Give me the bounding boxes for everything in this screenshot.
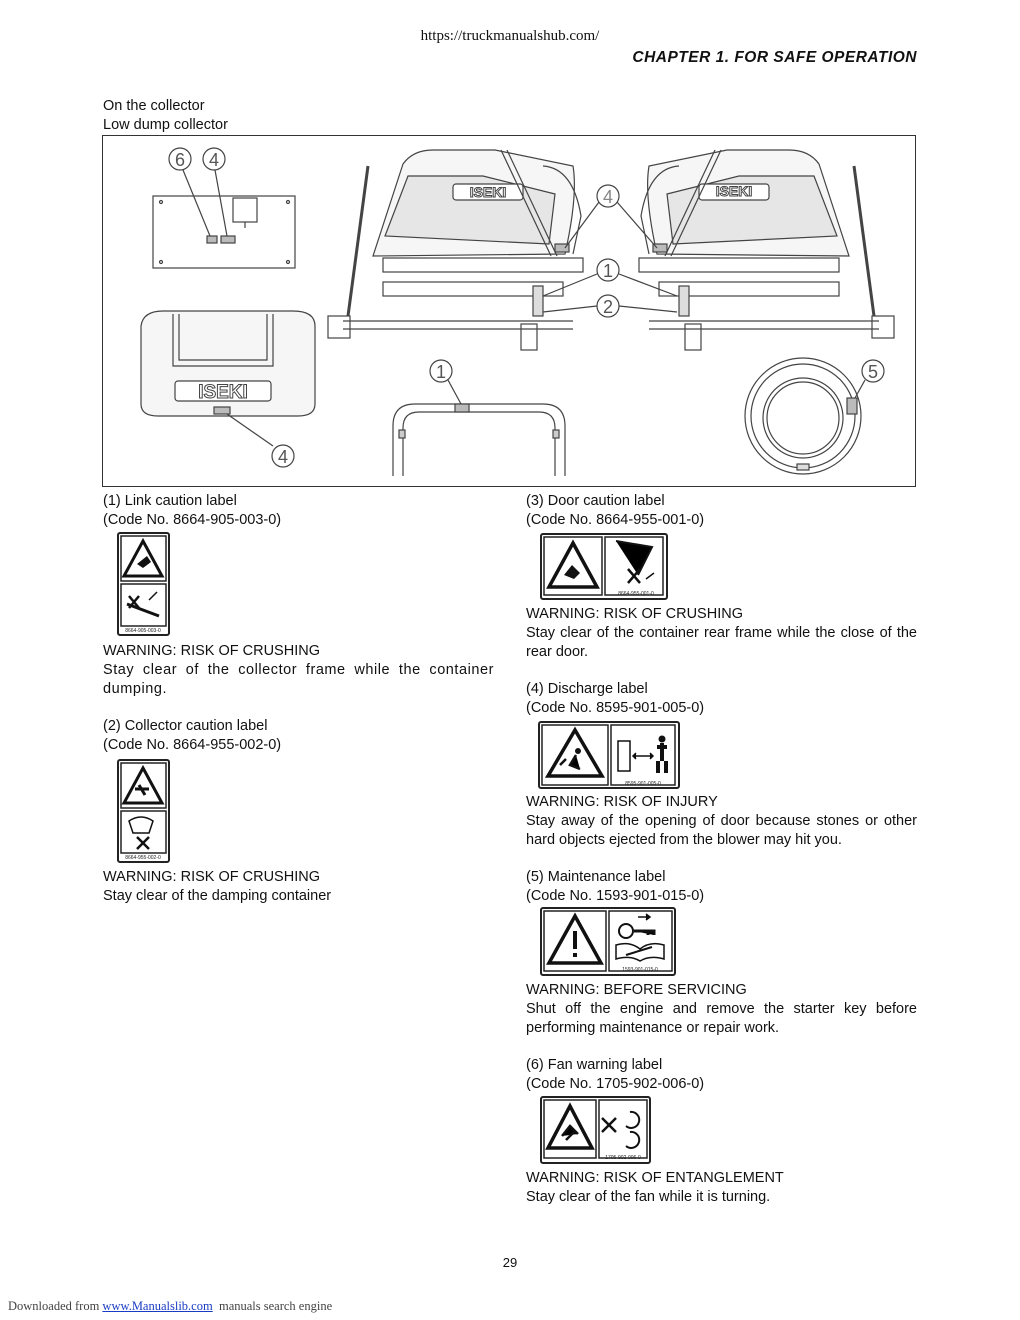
page-number: 29 xyxy=(502,1255,518,1270)
source-url: https://truckmanualshub.com/ xyxy=(420,28,600,44)
svg-text:4: 4 xyxy=(208,150,220,170)
svg-text:8595-901-005-0: 8595-901-005-0 xyxy=(625,781,661,787)
intro-line-2: Low dump collector xyxy=(103,117,228,133)
door-caution-sticker xyxy=(540,533,668,600)
chapter-title: CHAPTER 1. FOR SAFE OPERATION xyxy=(632,49,917,66)
label-1-code: (Code No. 8664-905-003-0) xyxy=(103,512,282,528)
label-2-warning: WARNING: RISK OF CRUSHING xyxy=(103,869,320,885)
callout-1-bottom xyxy=(430,360,461,404)
label-4-title: (4) Discharge label xyxy=(526,681,648,697)
svg-text:ISEKI: ISEKI xyxy=(198,382,248,403)
maintenance-sticker xyxy=(540,907,676,976)
collector-left-drawing xyxy=(328,150,583,350)
fan-warning-sticker xyxy=(540,1096,651,1164)
callout-4-top xyxy=(203,148,227,236)
label-1-title: (1) Link caution label xyxy=(103,493,237,509)
control-panel-drawing xyxy=(153,196,295,268)
callout-2-center xyxy=(543,295,677,317)
link-caution-sticker xyxy=(117,532,170,636)
svg-text:8664-955-001-0: 8664-955-001-0 xyxy=(618,591,654,597)
label-3-warning: WARNING: RISK OF CRUSHING xyxy=(526,606,743,622)
callout-4-bottom xyxy=(272,445,294,467)
label-5-description: Shut off the engine and remove the starter key before performing maintenance or repair work. xyxy=(526,1001,917,1036)
label-2-code: (Code No. 8664-955-002-0) xyxy=(103,737,282,753)
discharge-sticker xyxy=(538,721,680,789)
label-5-code: (Code No. 1593-901-015-0) xyxy=(526,888,705,904)
footer xyxy=(8,1299,332,1314)
label-4-code: (Code No. 8595-901-005-0) xyxy=(526,700,705,716)
callout-6 xyxy=(855,360,884,398)
callout-5 xyxy=(169,148,210,236)
label-3-code: (Code No. 8664-955-001-0) xyxy=(526,512,705,528)
collector-caution-sticker xyxy=(117,759,170,863)
label-1-warning: WARNING: RISK OF CRUSHING xyxy=(103,643,320,659)
collector-diagram xyxy=(102,135,916,487)
label-4-description: Stay away of the opening of door because stones or other hard objects ejected from the blower may hit you. xyxy=(526,813,917,848)
label-2-description: Stay clear of the damping container xyxy=(103,888,332,904)
label-6-description: Stay clear of the fan while it is turning. xyxy=(526,1189,771,1205)
label-4-warning: WARNING: RISK OF INJURY xyxy=(526,794,718,810)
label-3-title: (3) Door caution label xyxy=(526,493,665,509)
label-5-warning: WARNING: BEFORE SERVICING xyxy=(526,982,747,998)
label-6-warning: WARNING: RISK OF ENTANGLEMENT xyxy=(526,1170,784,1186)
svg-text:ISEKI: ISEKI xyxy=(715,183,753,199)
footer-prefix: Downloaded from xyxy=(8,1299,103,1313)
label-3-description: Stay clear of the container rear frame while the close of the rear door. xyxy=(526,625,917,660)
svg-text:1: 1 xyxy=(435,362,447,382)
intro-line-1: On the collector xyxy=(103,98,205,114)
svg-text:4: 4 xyxy=(602,187,614,207)
svg-text:8664-905-003-0: 8664-905-003-0 xyxy=(125,628,161,634)
label-5-title: (5) Maintenance label xyxy=(526,869,666,885)
fan-housing-drawing xyxy=(745,358,861,474)
svg-text:5: 5 xyxy=(867,362,879,382)
svg-text:1705-902-006-0: 1705-902-006-0 xyxy=(605,1155,641,1161)
svg-text:1593-901-015-0: 1593-901-015-0 xyxy=(622,967,658,973)
collector-right-drawing xyxy=(639,150,894,350)
label-6-title: (6) Fan warning label xyxy=(526,1057,663,1073)
hopper-lid-drawing xyxy=(141,311,315,446)
svg-text:1: 1 xyxy=(602,261,614,281)
link-bar-drawing xyxy=(393,404,565,476)
svg-text:2: 2 xyxy=(602,297,614,317)
label-1-description: Stay clear of the collector frame while the container dumping. xyxy=(103,662,494,697)
callout-4-center xyxy=(565,185,657,248)
label-6-code: (Code No. 1705-902-006-0) xyxy=(526,1076,705,1092)
footer-suffix: manuals search engine xyxy=(212,1299,333,1313)
svg-text:6: 6 xyxy=(174,150,186,170)
svg-text:4: 4 xyxy=(277,447,289,467)
svg-text:ISEKI: ISEKI xyxy=(469,184,507,200)
label-2-title: (2) Collector caution label xyxy=(103,718,268,734)
svg-text:8664-955-002-0: 8664-955-002-0 xyxy=(125,855,161,861)
manualslib-link[interactable]: www.Manualslib.com xyxy=(102,1299,213,1313)
